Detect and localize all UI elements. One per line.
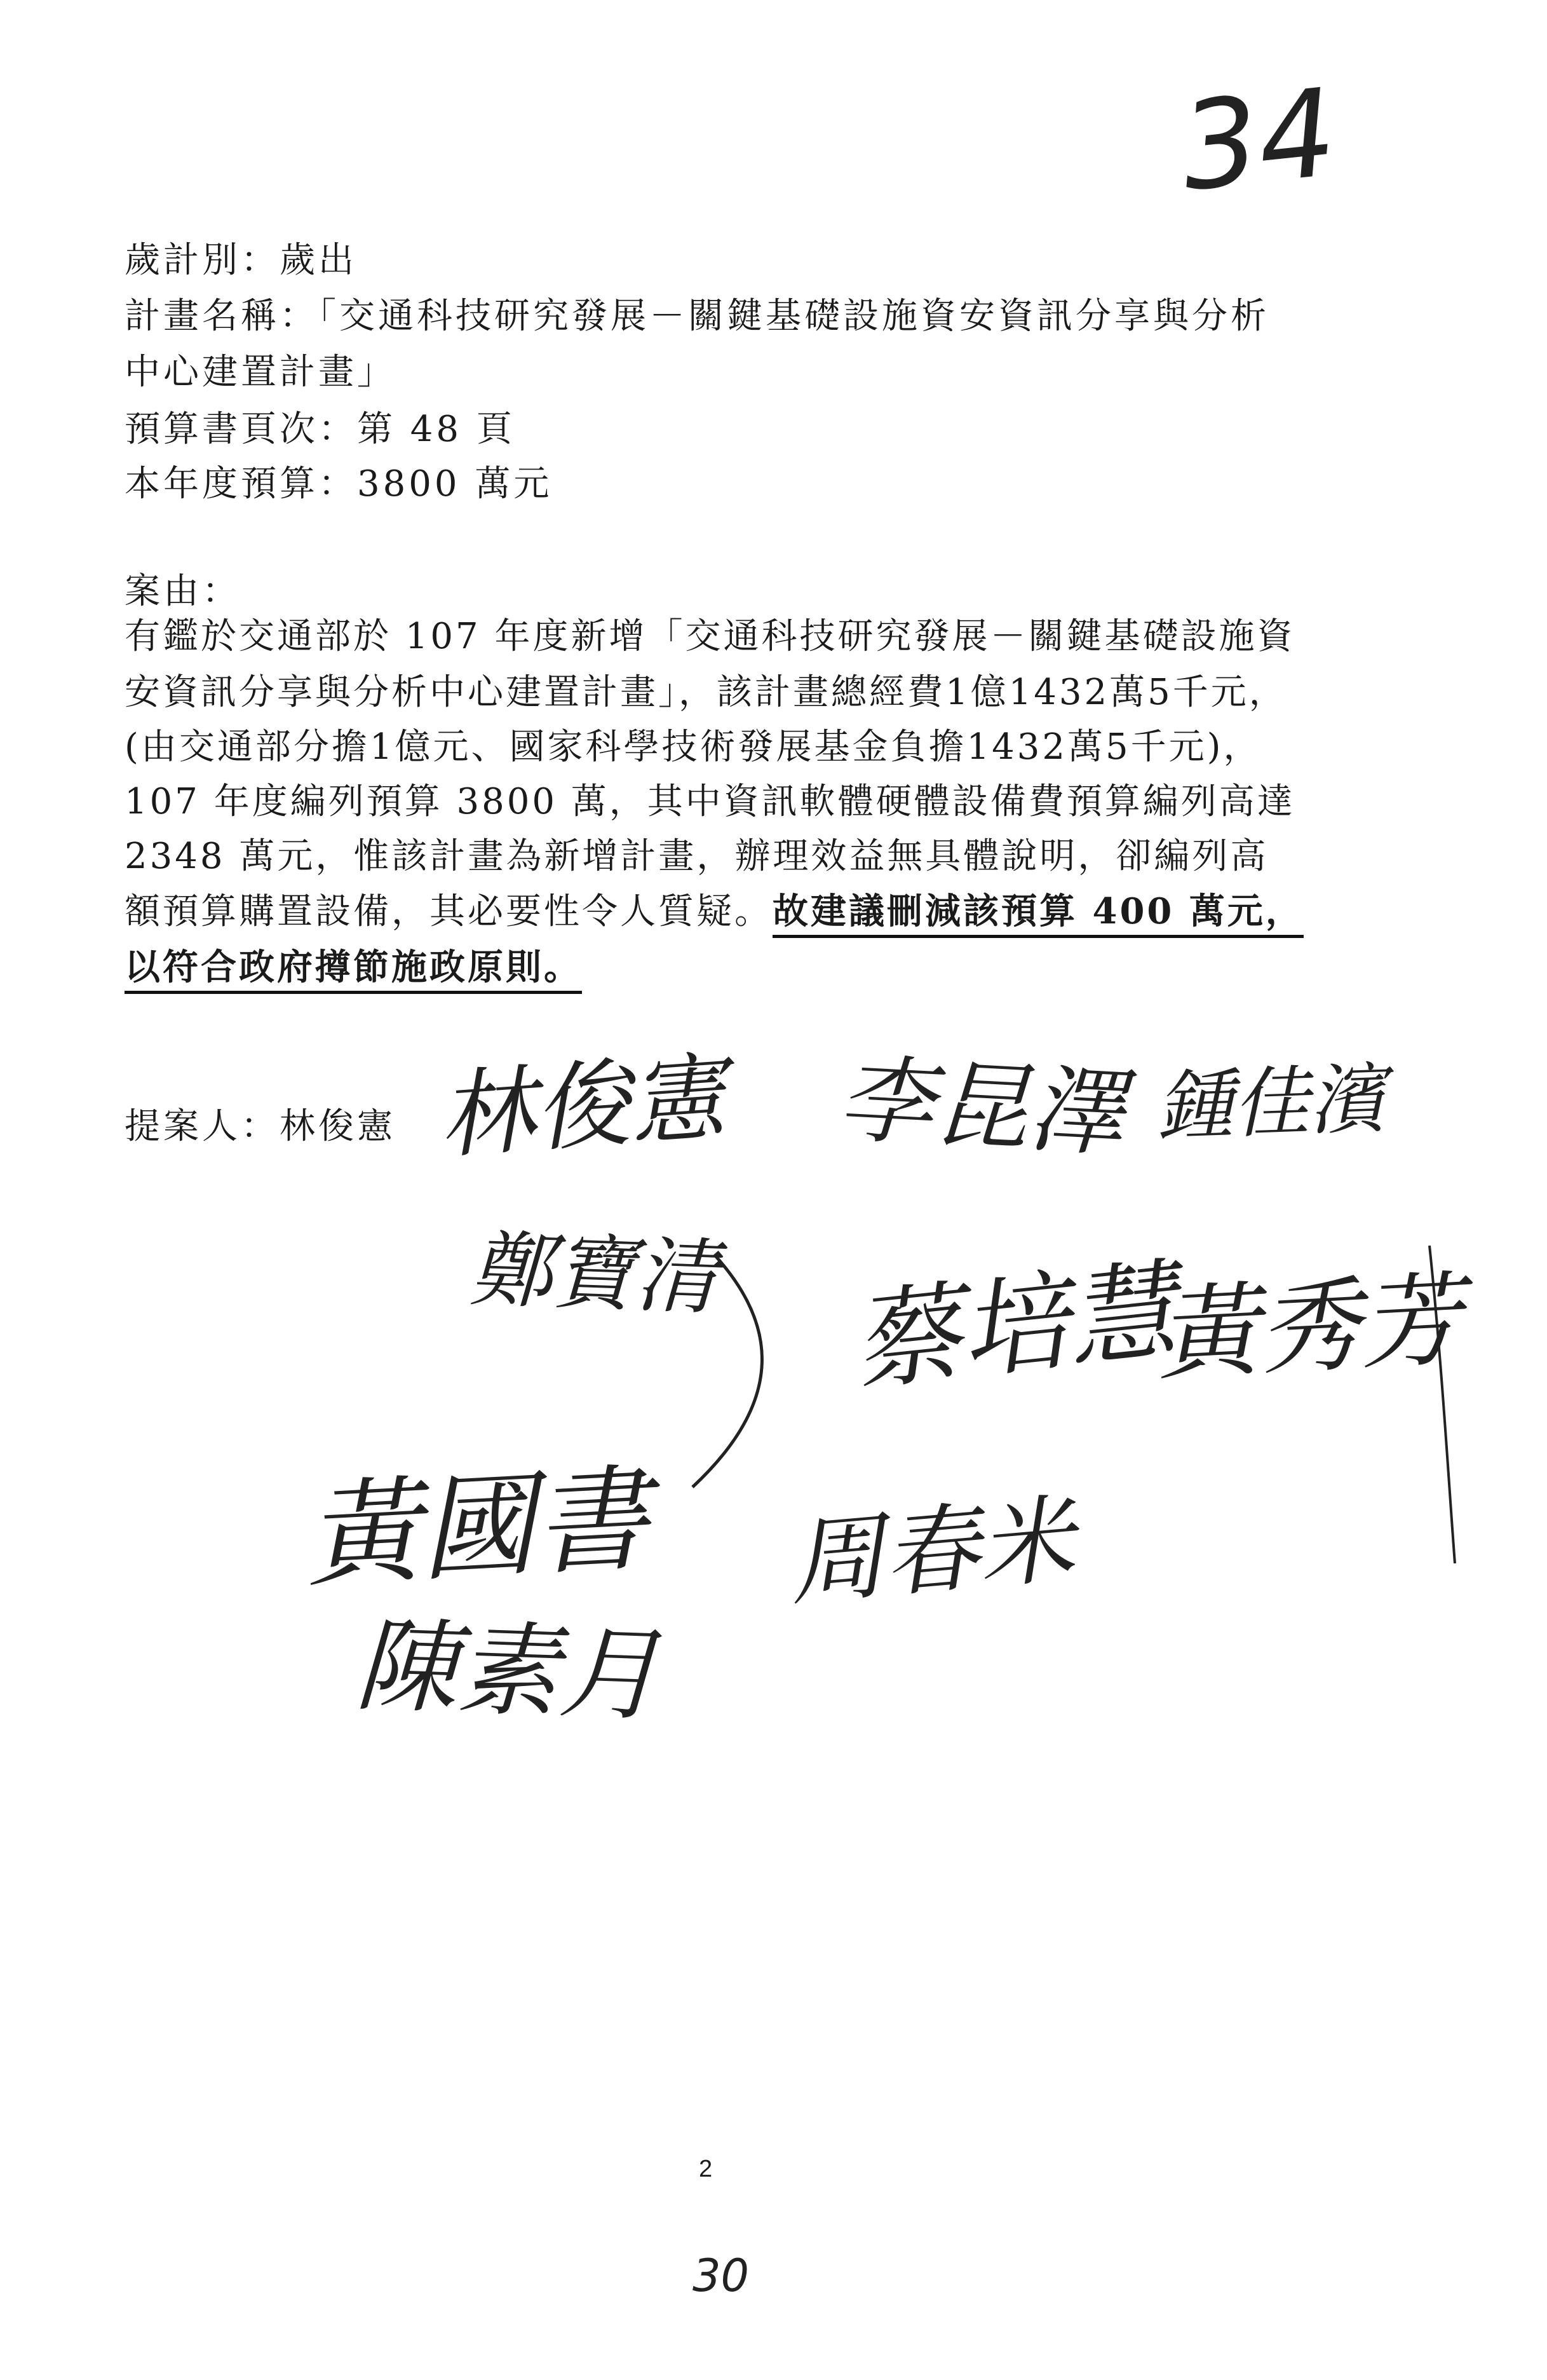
reason-line-4: 107 年度編列預算 3800 萬，其中資訊軟體硬體設備費預算編列高達 (125, 781, 1295, 822)
reason-line-3: (由交通部分擔1億元、國家科學技術發展基金負擔1432萬5千元)， (125, 726, 1262, 768)
budget-category-line: 歲計別：歲出 (125, 240, 357, 281)
page-footer-number: 2 (699, 2156, 713, 2182)
signature-3: 鍾佳濱 (1155, 1055, 1387, 1152)
signature-flourish-stroke (692, 1255, 762, 1487)
handwritten-page-number: 34 (1175, 62, 1342, 219)
signature-2: 李昆澤 (835, 1044, 1127, 1170)
handwritten-bottom-number: 30 (692, 2250, 750, 2302)
reason-line-5: 2348 萬元，惟該計畫為新增計畫，辦理效益無具體說明，卻編列高 (125, 836, 1269, 877)
reason-line-2: 安資訊分享與分析中心建置計畫」，該計畫總經費1億1432萬5千元， (125, 672, 1287, 713)
signature-tail-stroke (1429, 1246, 1455, 1563)
budget-book-page-line: 預算書頁次：第 48 頁 (125, 409, 515, 450)
signature-7: 黃國書 (302, 1452, 652, 1603)
proposal-emphasis-part1: 故建議刪減該預算 400 萬元， (773, 890, 1304, 938)
signature-8: 周春米 (784, 1484, 1079, 1620)
signature-1: 林俊憲 (435, 1042, 729, 1173)
signature-6: 黃秀芳 (1154, 1260, 1465, 1395)
signature-4: 鄭寶清 (468, 1221, 720, 1326)
reason-line-6-plain: 額預算購置設備，其必要性令人質疑。 (125, 891, 773, 932)
proposer-label: 提案人：林俊憲 (125, 1106, 396, 1147)
plan-name-continued-line: 中心建置計畫」 (125, 351, 396, 393)
annual-budget-line: 本年度預算：3800 萬元 (125, 463, 553, 505)
reason-heading: 案由： (125, 571, 241, 612)
reason-line-1: 有鑑於交通部於 107 年度新增「交通科技研究發展－關鍵基礎設施資 (125, 616, 1295, 657)
signature-5: 蔡培慧 (846, 1247, 1182, 1407)
signature-9: 陳素月 (353, 1605, 663, 1736)
plan-name-line: 計畫名稱：「交通科技研究發展－關鍵基礎設施資安資訊分享與分析 (125, 296, 1269, 337)
proposal-emphasis-part2: 以符合政府撙節施政原則。 (125, 946, 582, 994)
